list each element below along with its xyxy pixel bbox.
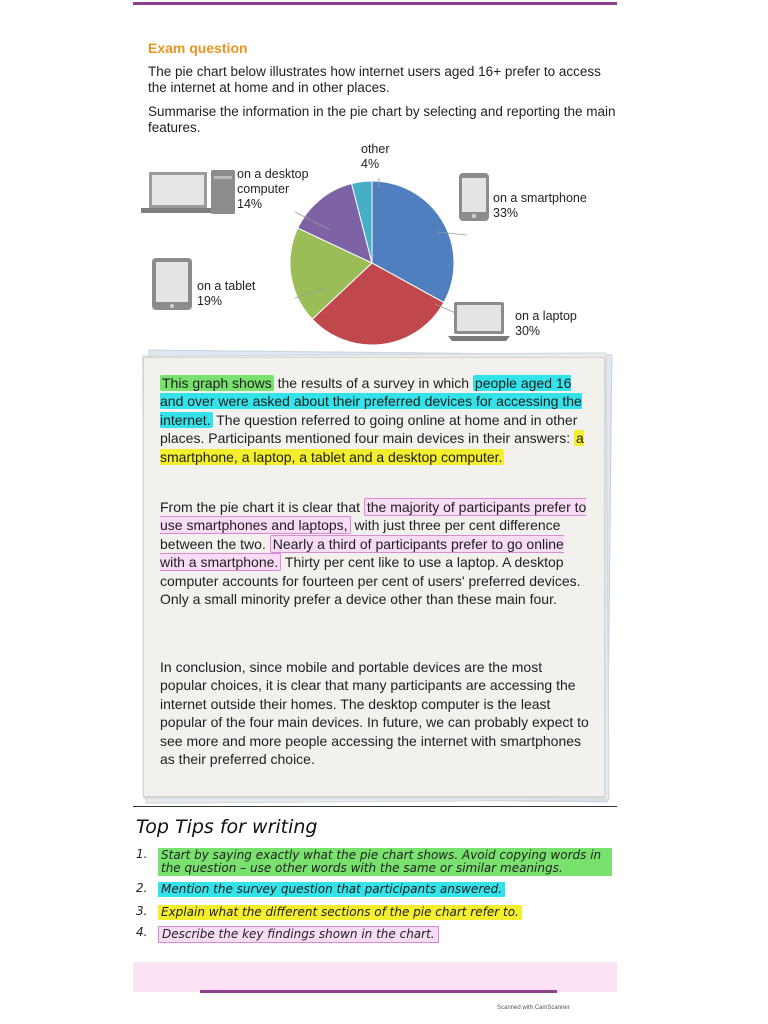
- bottom-divider: [200, 990, 557, 993]
- highlighted-phrase: the majority of participants prefer to use smartphones and laptops,: [160, 499, 587, 534]
- essay-text: with just three per cent difference between the two.: [160, 517, 561, 552]
- tip-number: 2.: [136, 881, 148, 895]
- tip-item: [136, 848, 612, 876]
- scanner-watermark: Scanned with CamScanner: [497, 1005, 570, 1011]
- smartphone-icon: [458, 172, 490, 222]
- tip-text: Mention the survey question that participants answered.: [158, 882, 505, 897]
- label-other: other 4%: [361, 142, 390, 171]
- essay-text: Thirty per cent like to use a laptop. A desktop computer accounts for fourteen per cent of users' preferred devices. Only a small minority prefer a device other than these main four.: [160, 554, 581, 608]
- intro-paragraph-2: Summarise the information in the pie chart by selecting and reporting the main features.: [148, 104, 616, 135]
- highlighted-phrase: Nearly a third of participants prefer to go online with a smartphone.: [160, 535, 564, 571]
- essay-text: From the pie chart it is clear that: [160, 499, 364, 515]
- top-divider: [133, 2, 617, 5]
- tip-text: Describe the key findings shown in the chart.: [158, 926, 439, 943]
- tip-text: Explain what the different sections of the pie chart refer to.: [158, 905, 522, 920]
- label-laptop: on a laptop 30%: [515, 309, 577, 338]
- highlighted-phrase: a smartphone, a laptop, a tablet and a desktop computer.: [160, 430, 584, 465]
- tips-divider: [133, 806, 617, 807]
- tip-item: [136, 926, 439, 943]
- tip-item: [136, 882, 505, 897]
- essay-paragraph-3: [160, 658, 590, 768]
- pie-chart-figure: [135, 140, 620, 350]
- label-tablet: on a tablet 19%: [197, 279, 256, 308]
- essay-text: The question referred to going online at home and in other places. Participants mentioned four main devices in their answers:: [160, 411, 578, 447]
- tablet-icon: [151, 257, 193, 311]
- essay-text: In conclusion, since mobile and portable devices are the most popular choices, it is clear that many participants are accessing the internet outside their homes. The desktop computer is the least popular of the four main devices. In future, we can probably expect to see more and more people accessing the internet with smartphones as their preferred choice.: [160, 659, 589, 768]
- laptop-icon: [446, 300, 512, 342]
- tip-number: 1.: [136, 847, 148, 861]
- tip-text: Start by saying exactly what the pie chart shows. Avoid copying words in the question – use other words with the same or similar meanings.: [158, 848, 612, 876]
- intro-paragraph-1: The pie chart below illustrates how internet users aged 16+ prefer to access the internet at home and in other places.: [148, 64, 601, 95]
- model-answer-card: [143, 357, 605, 797]
- tips-title: Top Tips for writing: [136, 816, 318, 838]
- bottom-band: [133, 962, 617, 992]
- essay-paragraph-1: [160, 374, 590, 466]
- highlighted-phrase: people aged 16 and over were asked about their preferred devices for accessing the internet.: [160, 375, 582, 428]
- label-smartphone: on a smartphone 33%: [493, 191, 587, 220]
- tip-number: 4.: [136, 925, 148, 939]
- tip-number: 3.: [136, 904, 148, 918]
- label-desktop: on a desktop computer 14%: [237, 167, 309, 211]
- highlighted-phrase: This graph shows: [162, 375, 272, 391]
- exam-question-heading: Exam question: [148, 40, 248, 56]
- essay-paragraph-2: [160, 498, 590, 608]
- essay-text: the results of a survey in which: [273, 375, 473, 391]
- desktop-computer-icon: [139, 168, 241, 216]
- tip-item: [136, 905, 522, 920]
